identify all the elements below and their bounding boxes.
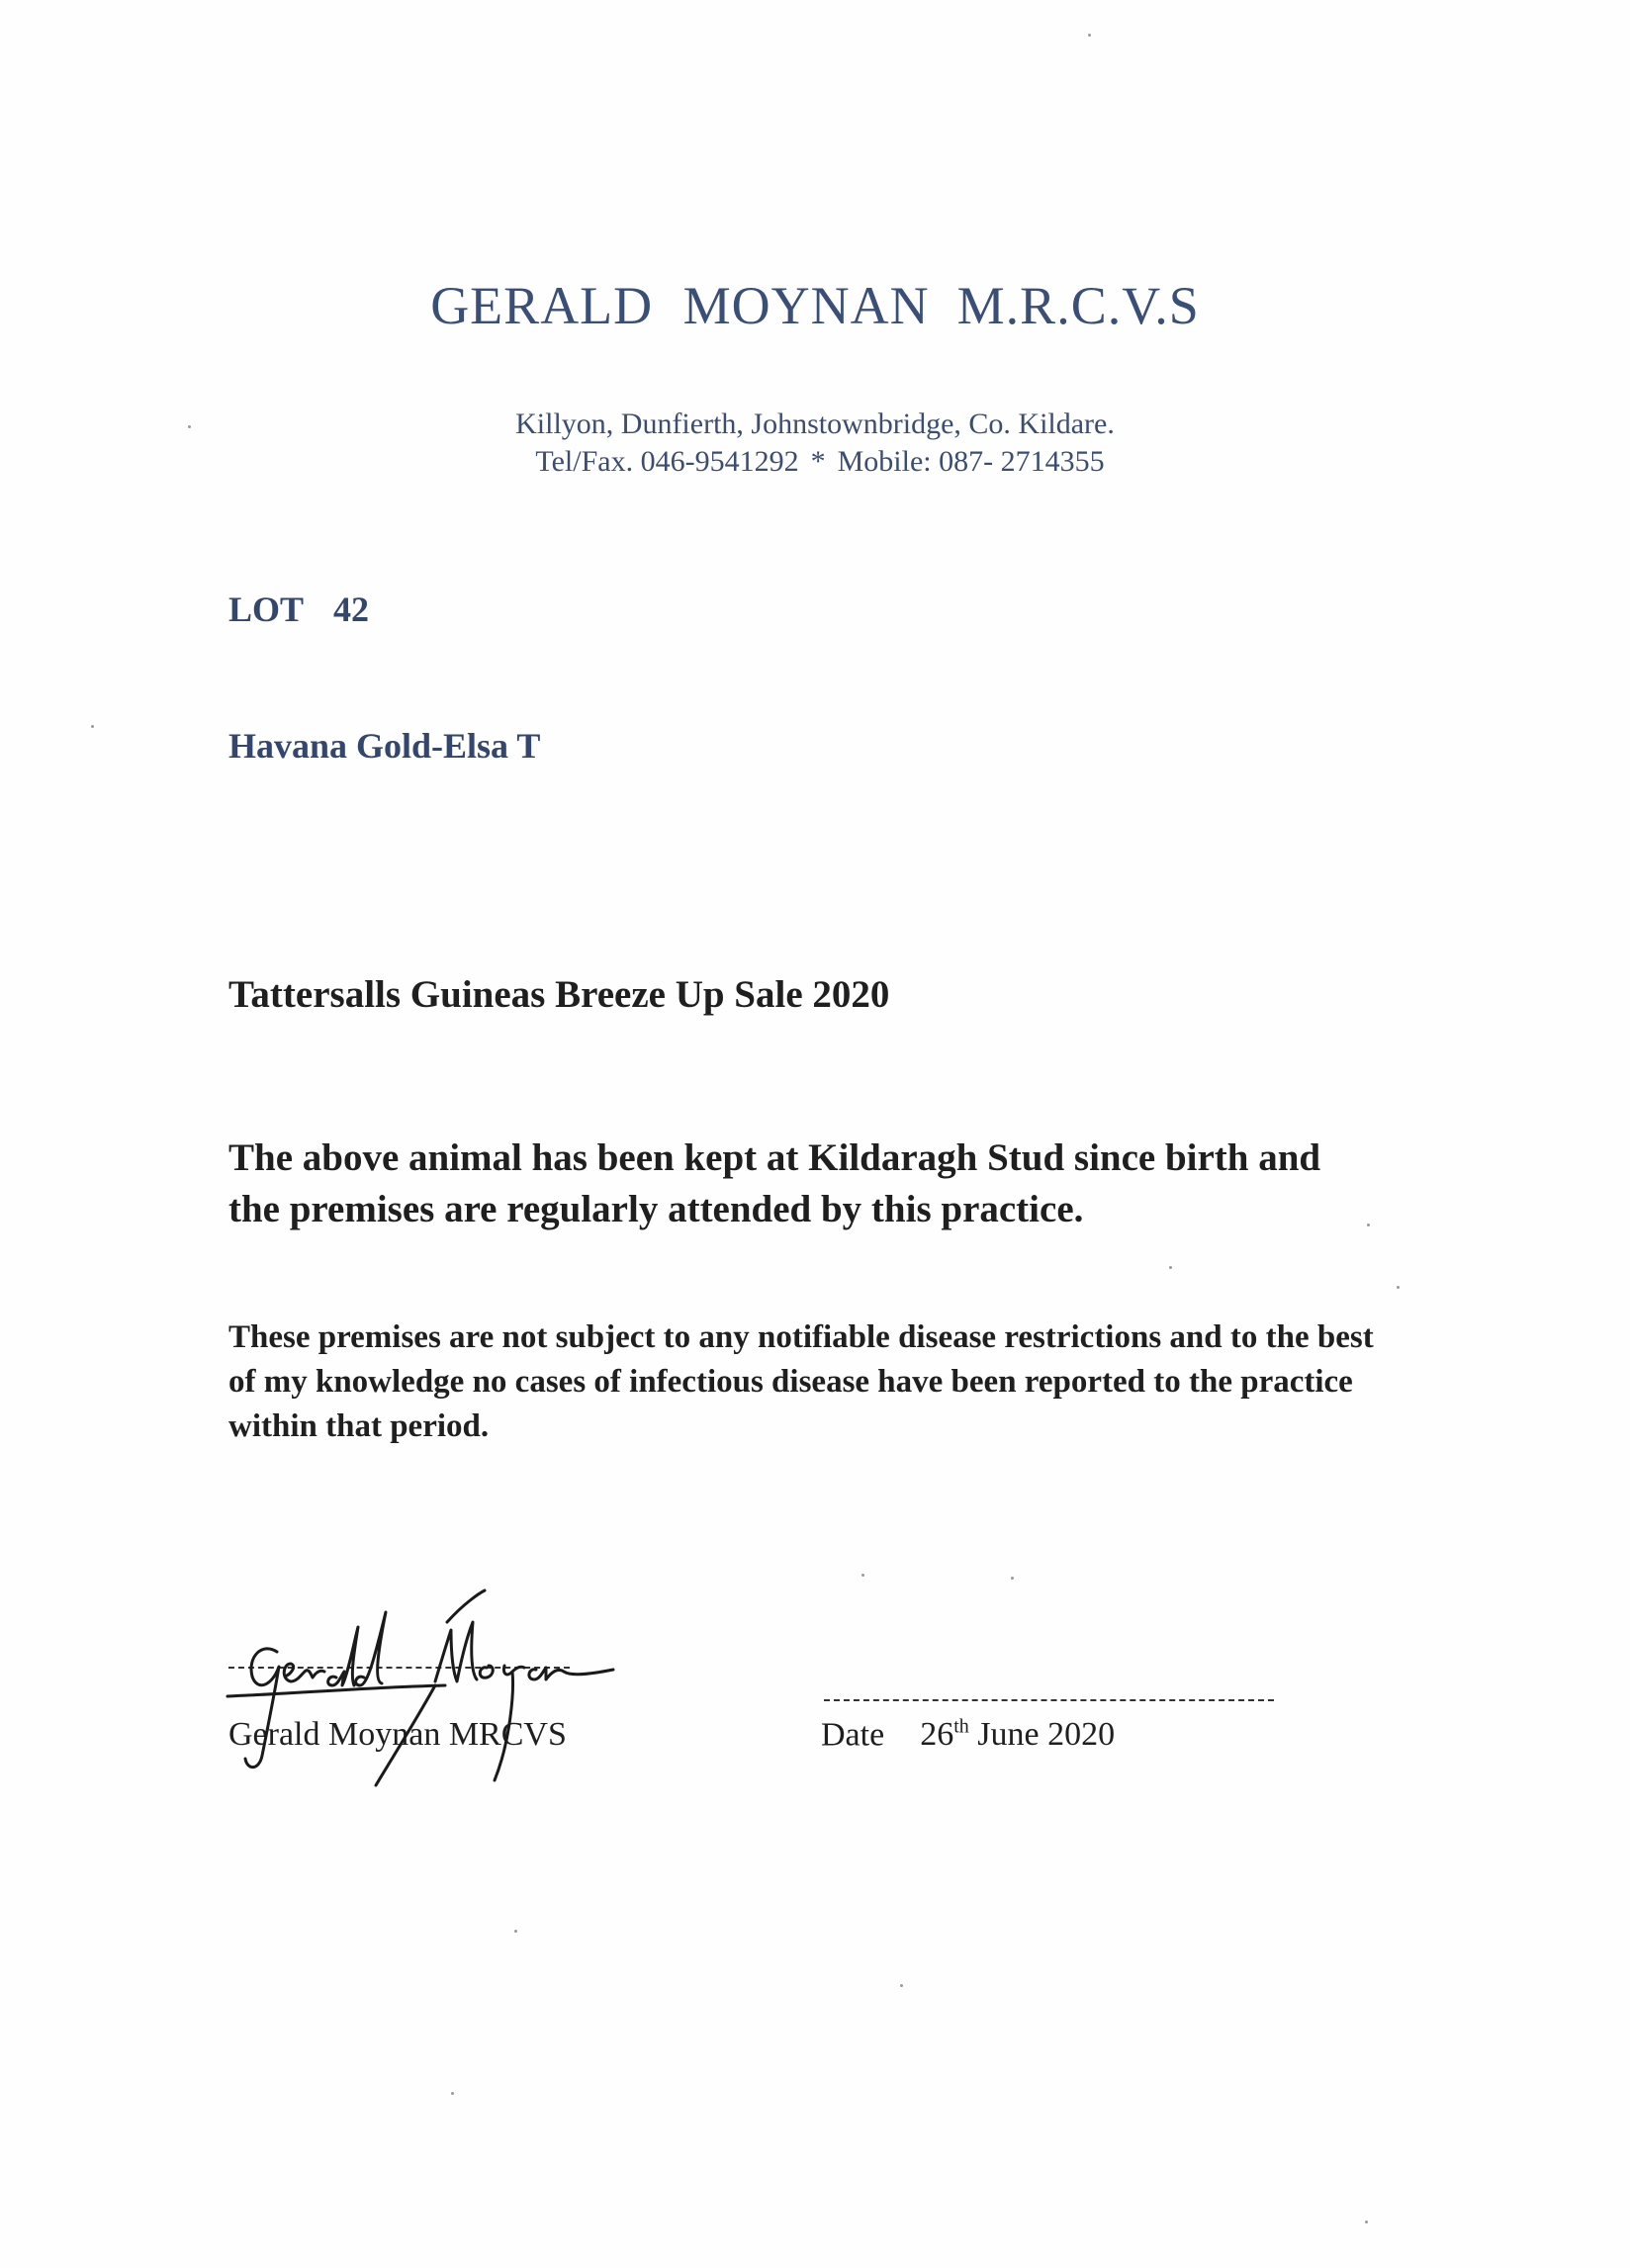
scan-speck	[1169, 1266, 1172, 1269]
statement-paragraph: The above animal has been kept at Kildaragh Stud since birth and the premises are regularly attended by this practice.	[228, 1136, 1321, 1230]
date-label: Date	[821, 1716, 885, 1754]
letterhead-address	[0, 406, 1630, 481]
date-day: 26	[920, 1716, 954, 1754]
vet-credentials: M.R.C.V.S	[956, 276, 1200, 335]
mobile-number: 087- 2714355	[939, 445, 1105, 478]
scan-speck	[1367, 1224, 1370, 1226]
disclaimer-paragraph: These premises are not subject to any notifiable disease restrictions and to the best of my knowledge no cases of infectious disease have been reported to the practice within that period.	[228, 1319, 1374, 1444]
signature-date	[821, 1716, 1115, 1754]
lot-number: 42	[333, 590, 370, 629]
tel-number: 046-9541292	[640, 445, 799, 478]
tel-label: Tel/Fax.	[535, 445, 634, 478]
scan-speck	[188, 425, 191, 428]
scan-speck	[514, 1930, 517, 1933]
lot-heading	[228, 589, 369, 630]
mobile-label: Mobile:	[837, 445, 932, 478]
scan-speck	[1011, 1577, 1014, 1580]
signatory-name: Gerald Moynan MRCVS	[228, 1716, 567, 1753]
address-line: Killyon, Dunfierth, Johnstownbridge, Co. Kildare.	[515, 408, 1115, 440]
scan-speck	[1365, 2221, 1368, 2223]
date-dashed-line	[824, 1699, 1274, 1701]
sale-name: Tattersalls Guineas Breeze Up Sale 2020	[228, 973, 890, 1016]
scan-speck	[1397, 1286, 1400, 1289]
horse-name: Havana Gold-Elsa T	[228, 726, 541, 766]
scan-speck	[1088, 34, 1091, 37]
separator: *	[810, 445, 826, 478]
contact-line	[0, 443, 1630, 481]
date-value	[920, 1716, 1115, 1753]
scan-speck	[861, 1574, 864, 1577]
handwritten-signature	[218, 1583, 692, 1790]
letterhead-name	[0, 275, 1630, 336]
vet-name: GERALD MOYNAN	[430, 276, 930, 335]
scan-speck	[91, 725, 94, 728]
date-rest: June 2020	[968, 1716, 1116, 1754]
scan-speck	[900, 1984, 903, 1987]
lot-label: LOT	[228, 590, 305, 629]
date-suffix: th	[953, 1716, 969, 1738]
scan-speck	[451, 2092, 454, 2095]
